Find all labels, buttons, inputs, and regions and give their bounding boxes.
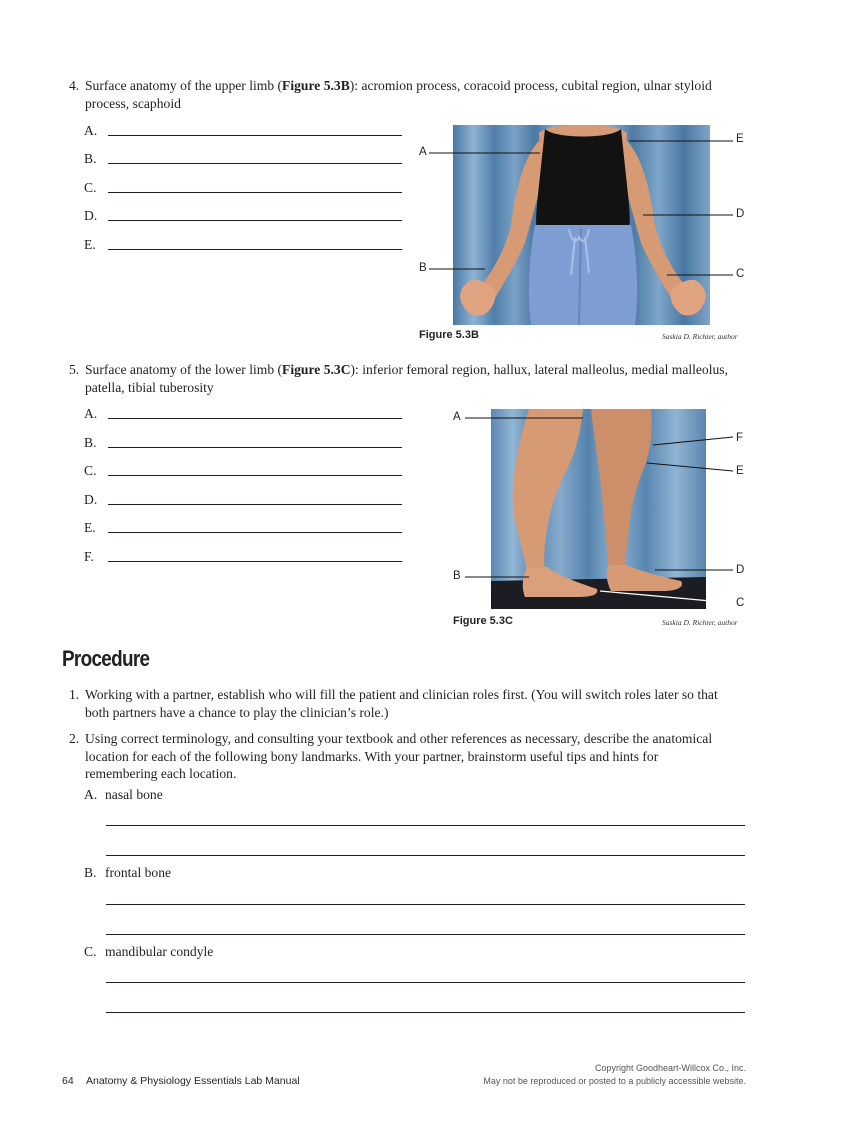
reproduction-notice: May not be reproduced or posted to a publicly accessible website.: [483, 1076, 746, 1086]
callout-label-f: F: [736, 432, 744, 444]
answer-line-e[interactable]: [108, 249, 402, 250]
answer-line-b[interactable]: [108, 447, 402, 448]
step-text: Working with a partner, establish who will fill the patient and clinician roles first. (You will switch roles later so that both partners have a chance to play the clinician’s role.): [85, 687, 718, 720]
photo-credit: Saskia D. Richter, author: [662, 618, 738, 627]
figure-caption: Figure 5.3B: [419, 329, 479, 341]
step-number: 2.: [69, 731, 80, 746]
writing-line[interactable]: [106, 1012, 745, 1013]
callout-label-d: D: [736, 208, 745, 220]
callout-label-b: B: [419, 262, 427, 274]
callout-label-c: C: [736, 268, 745, 280]
answer-line-d[interactable]: [108, 220, 402, 221]
figure-reference: Figure 5.3C: [282, 362, 351, 377]
answer-label-e: E.: [84, 237, 96, 252]
callout-label-a: A: [453, 411, 461, 423]
answer-line-e[interactable]: [108, 532, 402, 533]
answer-line-a[interactable]: [108, 135, 402, 136]
writing-line[interactable]: [106, 904, 745, 905]
copyright-notice: Copyright Goodheart-Willcox Co., Inc.: [594, 1063, 746, 1073]
writing-line[interactable]: [106, 855, 745, 856]
item-label: mandibular condyle: [105, 944, 214, 959]
question-number: 4.: [69, 78, 80, 93]
answer-label-e: E.: [84, 520, 96, 535]
answer-label-b: B.: [84, 435, 97, 450]
question-number: 5.: [69, 362, 80, 377]
answer-label-c: C.: [84, 180, 97, 195]
answer-label-a: A.: [84, 123, 98, 138]
item-label: frontal bone: [105, 865, 172, 880]
figure-5-3b-callout-lines: [415, 125, 755, 325]
figure-reference: Figure 5.3B: [282, 78, 350, 93]
question-text: Surface anatomy of the lower limb (Figure 5.3C): inferior femoral region, hallux, lateral malleolus, medial malleolus, patella, tibial tuberosity: [85, 362, 728, 395]
question-text: Surface anatomy of the upper limb (Figure 5.3B): acromion process, coracoid process, cubital region, ulnar styloid process, scaphoid: [85, 78, 712, 111]
writing-line[interactable]: [106, 934, 745, 935]
answer-label-b: B.: [84, 151, 97, 166]
callout-label-d: D: [736, 564, 745, 576]
item-letter: A.: [84, 787, 98, 802]
page-number: 64: [62, 1075, 74, 1087]
answer-label-a: A.: [84, 406, 98, 421]
answer-label-d: D.: [84, 492, 98, 507]
book-title: Anatomy & Physiology Essentials Lab Manual: [86, 1075, 300, 1087]
answer-line-a[interactable]: [108, 418, 402, 419]
writing-line[interactable]: [106, 825, 745, 826]
answer-line-c[interactable]: [108, 475, 402, 476]
item-letter: C.: [84, 944, 97, 959]
callout-label-e: E: [736, 465, 744, 477]
writing-line[interactable]: [106, 982, 745, 983]
callout-label-b: B: [453, 570, 461, 582]
figure-5-3c-callout-lines: [455, 405, 755, 615]
answer-line-c[interactable]: [108, 192, 402, 193]
item-label: nasal bone: [105, 787, 163, 802]
answer-line-d[interactable]: [108, 504, 402, 505]
step-number: 1.: [69, 687, 80, 702]
answer-label-f: F.: [84, 549, 94, 564]
answer-label-c: C.: [84, 463, 97, 478]
callout-label-a: A: [419, 146, 427, 158]
step-text: Using correct terminology, and consulting your textbook and other references as necessary, describe the anatomical location for each of the following bony landmarks. With your partner, brainstorm useful tips and hints for remembering each location.: [85, 731, 713, 781]
procedure-heading: Procedure: [62, 646, 150, 671]
answer-line-f[interactable]: [108, 561, 402, 562]
item-letter: B.: [84, 865, 97, 880]
photo-credit: Saskia D. Richter, author: [662, 332, 738, 341]
answer-line-b[interactable]: [108, 163, 402, 164]
callout-label-c: C: [736, 597, 745, 609]
callout-label-e: E: [736, 133, 744, 145]
answer-label-d: D.: [84, 208, 98, 223]
figure-caption: Figure 5.3C: [453, 615, 513, 627]
